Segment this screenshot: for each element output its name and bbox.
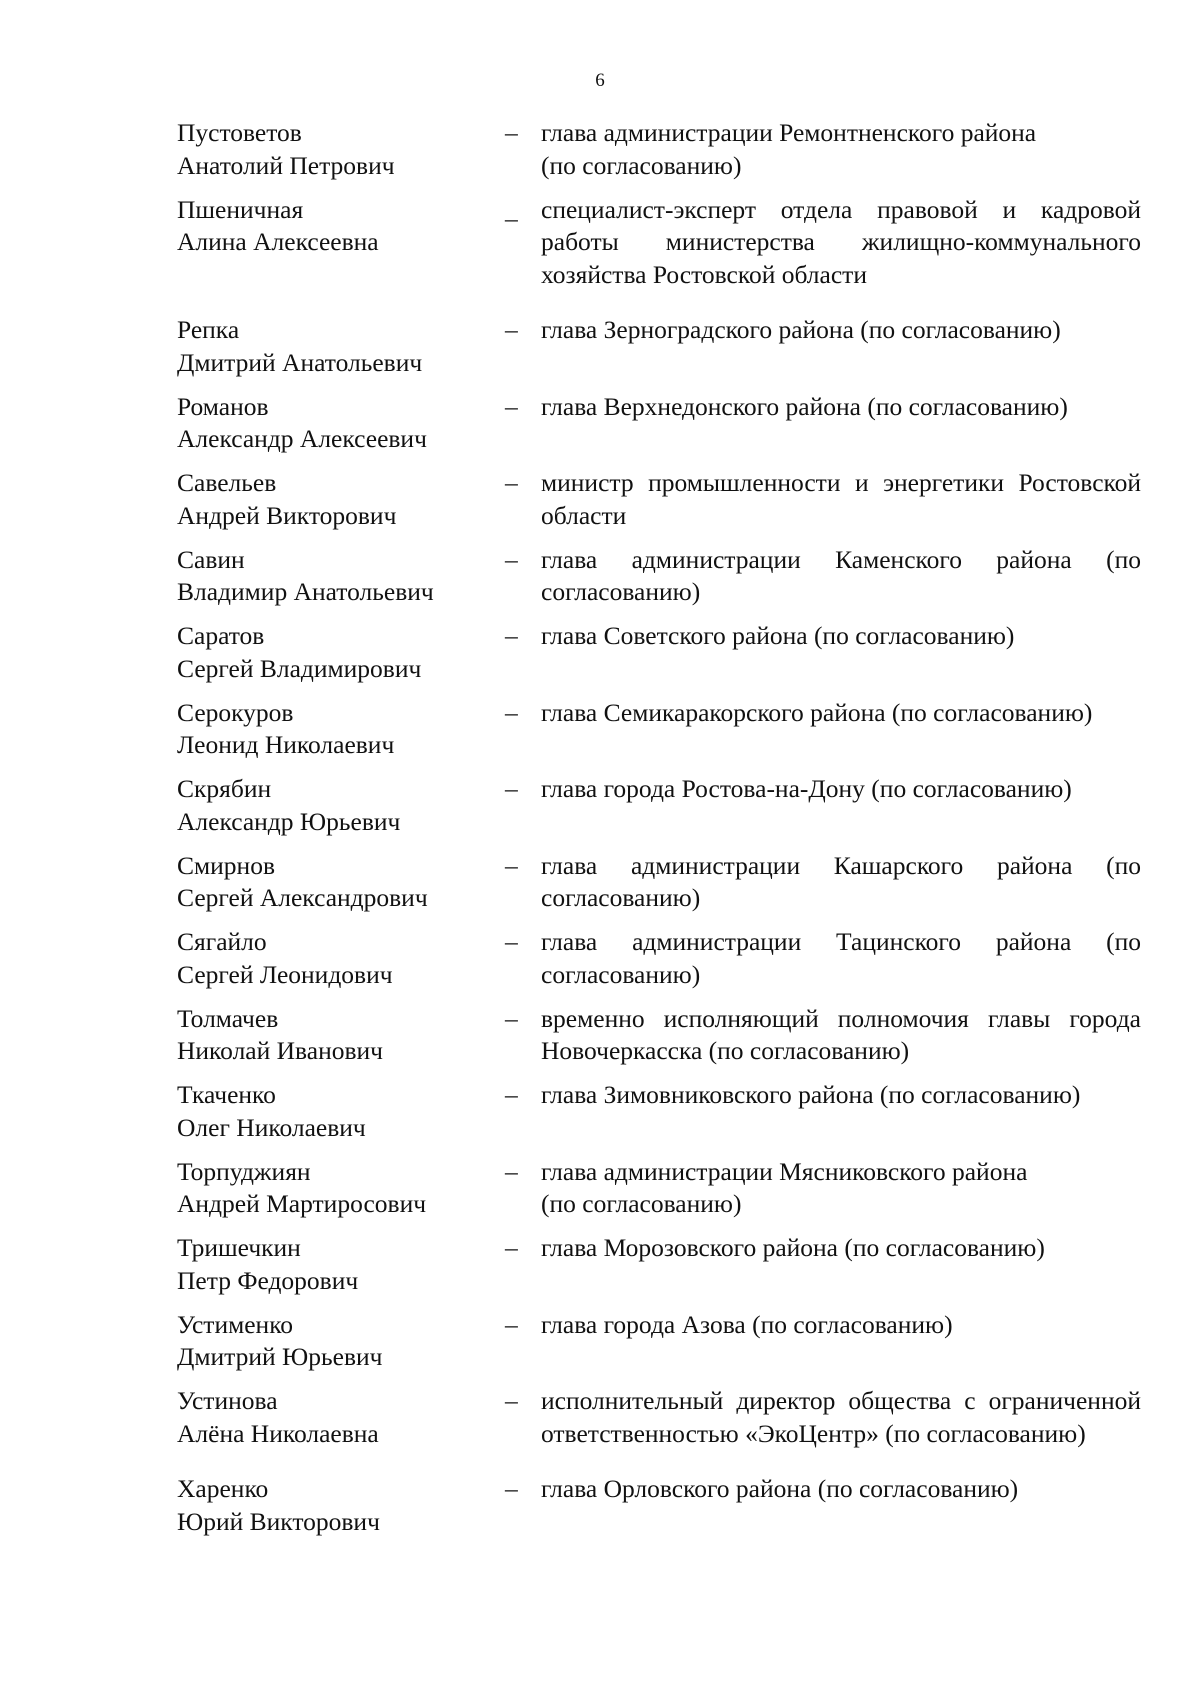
member-given-names: Алёна Николаевна: [177, 1418, 379, 1448]
member-position: глава администрации Каменского района (по согласованию): [541, 544, 1141, 606]
member-given-names: Сергей Владимирович: [177, 653, 422, 683]
dash-separator: –: [505, 544, 518, 574]
member-name: [177, 391, 505, 456]
member-entry: [177, 697, 1141, 762]
member-position: министр промышленности и энергетики Ростовской области: [541, 468, 1141, 530]
member-entry: [177, 194, 1141, 292]
member-name: [177, 117, 505, 182]
member-entry: [177, 467, 1141, 532]
dash-separator: –: [505, 1080, 518, 1109]
member-given-names: Юрий Викторович: [177, 1506, 380, 1536]
member-name: [177, 1232, 505, 1297]
member-name: [177, 697, 505, 762]
member-entry: [177, 1309, 1141, 1374]
member-surname: Тришечкин: [177, 1233, 301, 1262]
member-surname: Устименко: [177, 1309, 294, 1339]
member-given-names: Александр Юрьевич: [177, 806, 401, 836]
member-name: [177, 850, 505, 915]
member-name: [177, 1079, 505, 1144]
member-surname: Сягайло: [177, 927, 267, 956]
member-name: [177, 1385, 505, 1450]
dash-separator: –: [505, 1386, 518, 1415]
member-name: [177, 1309, 505, 1374]
member-entry: [177, 926, 1141, 991]
member-given-names: Дмитрий Юрьевич: [177, 1342, 383, 1371]
member-surname: Савельев: [177, 468, 277, 497]
member-position: глава города Азова (по согласованию): [541, 1309, 953, 1339]
dash-separator: –: [505, 1003, 518, 1033]
member-position: глава Орловского района (по согласованию): [541, 1474, 1019, 1503]
member-name: [177, 314, 505, 379]
member-surname: Скрябин: [177, 774, 272, 803]
member-given-names: Александр Алексеевич: [177, 424, 427, 453]
member-surname: Смирнов: [177, 850, 275, 880]
member-position: глава Семикаракорского района (по согласованию): [541, 697, 1093, 727]
member-surname: Устинова: [177, 1386, 278, 1415]
member-entry: [177, 1385, 1141, 1450]
dash-separator: _: [505, 194, 518, 224]
dash-separator: –: [505, 118, 518, 147]
dash-separator: –: [505, 315, 518, 344]
member-entry: [177, 1003, 1141, 1068]
member-entry: [177, 1473, 1141, 1538]
member-surname: Савин: [177, 544, 245, 574]
member-position: глава администрации Тацинского района (по согласованию): [541, 927, 1141, 989]
member-name: [177, 194, 505, 259]
dash-separator: –: [505, 774, 518, 803]
member-given-names: Алина Алексеевна: [177, 227, 379, 256]
member-given-names: Дмитрий Анатольевич: [177, 347, 423, 377]
member-position: глава города Ростова-на-Дону (по согласованию): [541, 774, 1072, 803]
member-entry: [177, 1079, 1141, 1144]
member-position: глава администрации Мясниковского района (по согласованию): [541, 1156, 1028, 1218]
member-surname: Серокуров: [177, 697, 294, 727]
dash-separator: –: [505, 927, 518, 956]
member-surname: Пустоветов: [177, 118, 302, 147]
member-name: [177, 1003, 505, 1068]
member-surname: Толмачев: [177, 1003, 279, 1033]
member-surname: Торпуджиян: [177, 1156, 311, 1186]
member-given-names: Петр Федорович: [177, 1265, 359, 1295]
member-surname: Пшеничная: [177, 194, 304, 224]
member-entry: [177, 620, 1141, 685]
member-given-names: Леонид Николаевич: [177, 730, 395, 759]
dash-separator: –: [505, 1233, 518, 1262]
member-name: [177, 926, 505, 991]
dash-separator: –: [505, 1474, 518, 1503]
member-surname: Саратов: [177, 621, 265, 650]
member-given-names: Андрей Мартиросович: [177, 1189, 427, 1218]
dash-separator: –: [505, 697, 518, 727]
member-position: временно исполняющий полномочия главы города Новочеркасска (по согласованию): [541, 1003, 1141, 1065]
dash-separator: –: [505, 1156, 518, 1186]
dash-separator: –: [505, 850, 518, 880]
member-given-names: Николай Иванович: [177, 1036, 383, 1065]
member-position: глава администрации Кашарского района (по согласованию): [541, 850, 1141, 912]
member-position: глава Советского района (по согласованию): [541, 621, 1015, 650]
member-entry: [177, 117, 1141, 182]
member-surname: Романов: [177, 391, 269, 421]
member-position: глава Морозовского района (по согласованию): [541, 1233, 1045, 1262]
member-entry: [177, 773, 1141, 838]
member-position: исполнительный директор общества с ограниченной ответственностью «ЭкоЦентр» (по согласованию): [541, 1386, 1141, 1448]
member-entry: [177, 391, 1141, 456]
dash-separator: –: [505, 1309, 518, 1339]
member-position: специалист-эксперт отдела правовой и кадровой работы министерства жилищно-коммунального хозяйства Ростовской области: [541, 194, 1141, 289]
member-entry: [177, 1156, 1141, 1221]
member-entry: [177, 314, 1141, 379]
member-given-names: Сергей Александрович: [177, 883, 428, 912]
member-position: глава администрации Ремонтненского района (по согласованию): [541, 118, 1037, 180]
member-position: глава Верхнедонского района (по согласованию): [541, 391, 1068, 421]
member-name: [177, 544, 505, 609]
member-position: глава Зерноградского района (по согласованию): [541, 315, 1061, 344]
member-surname: Харенко: [177, 1474, 269, 1503]
dash-separator: –: [505, 391, 518, 421]
member-given-names: Анатолий Петрович: [177, 150, 395, 180]
member-name: [177, 1473, 505, 1538]
member-name: [177, 620, 505, 685]
member-surname: Ткаченко: [177, 1080, 276, 1109]
member-position: глава Зимовниковского района (по согласованию): [541, 1080, 1081, 1109]
member-entry: [177, 1232, 1141, 1297]
dash-separator: –: [505, 621, 518, 650]
member-given-names: Сергей Леонидович: [177, 959, 393, 989]
member-given-names: Олег Николаевич: [177, 1112, 366, 1142]
member-given-names: Владимир Анатольевич: [177, 577, 434, 606]
member-name: [177, 467, 505, 532]
dash-separator: –: [505, 468, 518, 497]
member-list: [177, 117, 1141, 1550]
member-name: [177, 773, 505, 838]
member-surname: Репка: [177, 315, 240, 344]
member-entry: [177, 544, 1141, 609]
page-number: 6: [595, 70, 605, 91]
member-name: [177, 1156, 505, 1221]
member-entry: [177, 850, 1141, 915]
member-given-names: Андрей Викторович: [177, 500, 397, 530]
